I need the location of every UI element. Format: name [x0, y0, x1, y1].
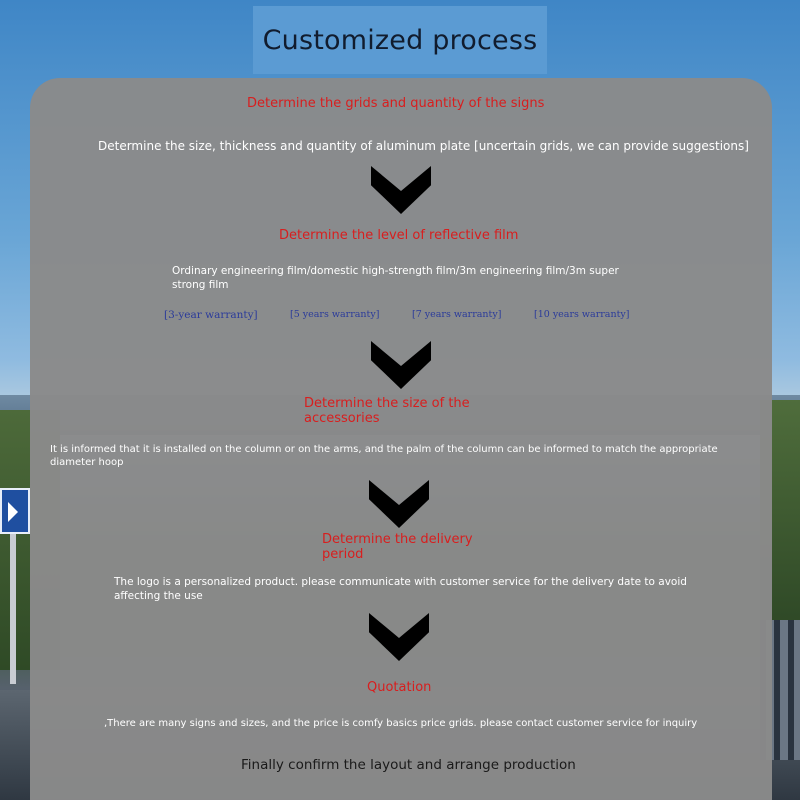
- step-5-title: Quotation: [367, 680, 432, 695]
- step-2-detail: Ordinary engineering film/domestic high-strength film/3m engineering film/3m super strong film: [172, 265, 619, 291]
- warranty-5-years: [5 years warranty]: [290, 309, 380, 320]
- step-1-detail: Determine the size, thickness and quantity of aluminum plate [uncertain grids, we can provide suggestions]: [98, 139, 749, 153]
- step-3-detail: It is informed that it is installed on the column or on the arms, and the palm of the column can be informed to match the appropriate diameter hoop: [50, 444, 718, 468]
- sign-post: [10, 534, 16, 684]
- step-4-detail: The logo is a personalized product. please communicate with customer service for the delivery date to avoid affecting the use: [114, 576, 687, 602]
- step-3-title: Determine the size of the accessories: [304, 396, 470, 426]
- step-4-title: Determine the delivery period: [322, 532, 473, 562]
- final-step-text: Finally confirm the layout and arrange production: [241, 757, 576, 773]
- warranty-3-year: [3-year warranty]: [164, 309, 258, 321]
- step-2-title: Determine the level of reflective film: [279, 228, 519, 243]
- step-5-detail: ,There are many signs and sizes, and the price is comfy basics price grids. please contact customer service for inquiry: [104, 718, 698, 729]
- warranty-10-years: [10 years warranty]: [534, 309, 630, 320]
- warranty-7-years: [7 years warranty]: [412, 309, 502, 320]
- page-title: Customized process: [262, 24, 538, 56]
- road-sign-image: [0, 488, 30, 534]
- header-banner: [253, 6, 547, 74]
- step-1-title: Determine the grids and quantity of the signs: [247, 96, 545, 111]
